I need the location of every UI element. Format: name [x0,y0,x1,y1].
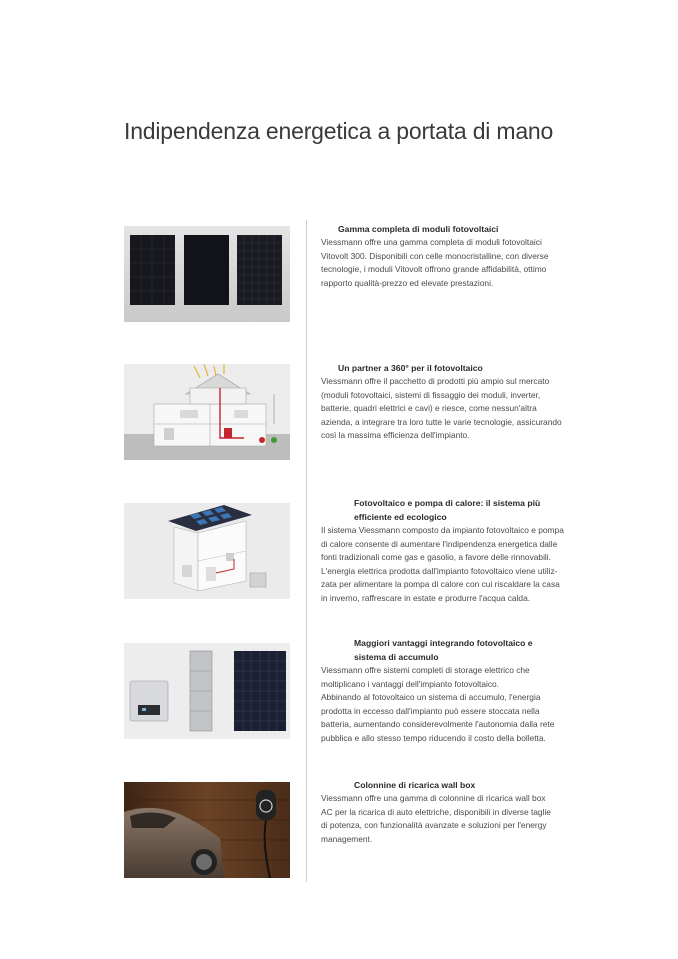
house-heat-pump-icon [124,503,290,599]
vertical-divider [306,220,307,882]
section-heading: Un partner a 360° per il fotovoltaico [338,363,483,373]
section-heading: Colonnine di ricarica wall box [354,780,476,790]
section-heading: Maggiori vantaggi integrando fotovoltaico e sistema di accumulo [354,638,533,662]
solar-panels-icon [124,226,290,322]
section-body: Viessmann offre una gamma completa di moduli fotovoltaici Vitovolt 300. Disponibili con celle monocristalline, con diverse tecnologie, i moduli Vitovolt offrono grande affidabilità, ottimo rapporto qualità-prezzo ed elevate prestazioni. [321,237,549,288]
section-heading: Gamma completa di moduli fotovoltaici [338,224,499,234]
section-heading: Fotovoltaico e pompa di calore: il sistema più efficiente ed ecologico [354,498,541,522]
inverter-battery-icon [124,643,290,739]
section-body: Il sistema Viessmann composto da impianto fotovoltaico e pompa di calore consente di aumentare l'indipendenza energetica dalle fonti tradizionali come gas e gasolio, a favore delle rinnovabili. L'energia elettrica prodotta dall'impianto fotovoltaico viene utiliz- zata per alimentare la pompa di calore con cui riscaldare la casa in inverno, raffrescare in estate e produrre l'acqua calda. [321,525,564,603]
ev-charger-icon [124,782,290,878]
house-cutaway-icon [124,364,290,460]
section-body: Viessmann offre sistemi completi di storage elettrico che moltiplicano i vantaggi dell'impianto fotovoltaico. Abbinando al fotovoltaico un sistema di accumulo, l'energia prodotta in eccesso dall'impianto può essere stoccata nella batteria, aumentando considerevolmente l'autonomia dalla rete pubblica e allo stesso tempo riducendo il costo della bolletta. [321,665,555,743]
page-title: Indipendenza energetica a portata di mano [124,118,554,144]
section-body: Viessmann offre una gamma di colonnine di ricarica wall box AC per la ricarica di auto elettriche, disponibili in diverse taglie di potenza, con funzionalità avanzate e soluzioni per l'energy management. [321,793,551,844]
section-body: Viessmann offre il pacchetto di prodotti più ampio sul mercato (moduli fotovoltaici, sistemi di fissaggio dei moduli, inverter, batterie, quadri elettrici e cavi) e riesce, come nessun'altra azienda, a integrare tra loro tutte le varie tecnologie, assicurando così la massima efficienza dell'impianto. [321,376,562,441]
